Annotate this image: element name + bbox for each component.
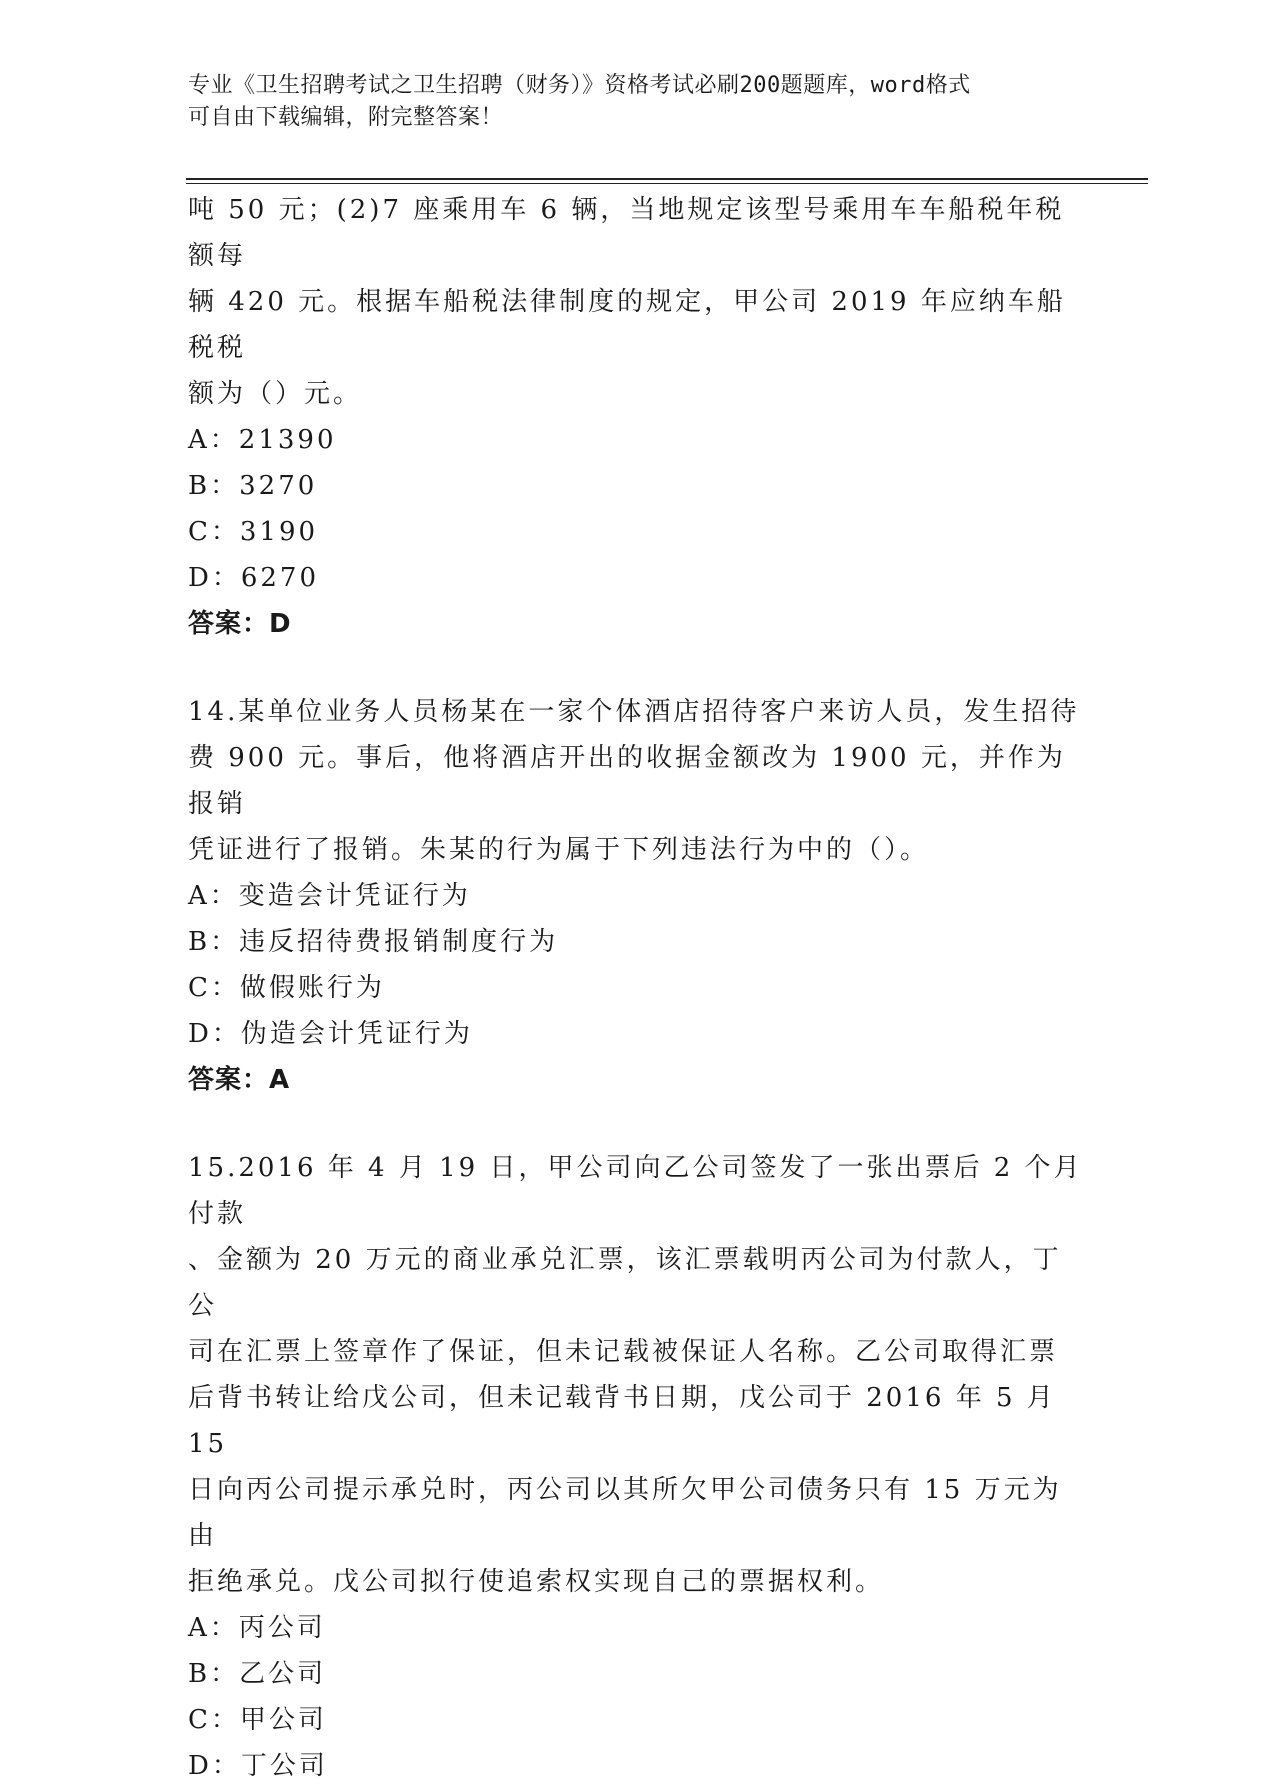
question-spacer (188, 647, 1088, 689)
document-body (188, 187, 1088, 1789)
option-a: A：丙公司 (188, 1613, 326, 1643)
option-a: A：变造会计凭证行为 (188, 881, 471, 911)
option-b: B：违反招待费报销制度行为 (188, 927, 559, 957)
option-c: C：3190 (188, 517, 319, 547)
option-d: D：伪造会计凭证行为 (188, 1019, 473, 1049)
header-title-line-2: 可自由下载编辑，附完整答案！ (188, 105, 504, 130)
option-b: B：乙公司 (188, 1659, 327, 1689)
header-divider (186, 178, 1148, 184)
question-spacer (188, 1103, 1088, 1145)
question-text-line: 14.某单位业务人员杨某在一家个体酒店招待客户来访人员，发生招待 (188, 697, 1080, 727)
question-text-line: 司在汇票上签章作了保证，但未记载被保证人名称。乙公司取得汇票 (188, 1337, 1059, 1367)
answer-label: 答案：D (188, 609, 292, 639)
question-text-line: 凭证进行了报销。朱某的行为属于下列违法行为中的（）。 (188, 835, 930, 865)
header-title-line-1: 专业《卫生招聘考试之卫生招聘（财务）》资格考试必刷200题题库，word格式 (188, 73, 971, 98)
question-text-line: 费 900 元。事后，他将酒店开出的收据金额改为 1900 元，并作为报销 (188, 743, 1066, 819)
question-text-line: 、金额为 20 万元的商业承兑汇票，该汇票载明丙公司为付款人，丁公 (188, 1245, 1062, 1321)
question-14 (188, 689, 1088, 1103)
option-c: C：甲公司 (188, 1705, 327, 1735)
option-d: D：丁公司 (188, 1751, 328, 1781)
question-text-line: 辆 420 元。根据车船税法律制度的规定，甲公司 2019 年应纳车船税税 (188, 287, 1066, 363)
option-b: B：3270 (188, 471, 318, 501)
option-a: A：21390 (188, 425, 337, 455)
question-text-line: 拒绝承兑。戊公司拟行使追索权实现自己的票据权利。 (188, 1567, 885, 1597)
question-15 (188, 1145, 1088, 1789)
option-d: D：6270 (188, 563, 320, 593)
question-13 (188, 187, 1088, 647)
question-text-line: 日向丙公司提示承兑时，丙公司以其所欠甲公司债务只有 15 万元为由 (188, 1475, 1062, 1551)
question-text-line: 额为（）元。 (188, 379, 363, 409)
answer-label: 答案：A (188, 1065, 291, 1095)
question-text-line: 吨 50 元；(2)7 座乘用车 6 辆，当地规定该型号乘用车车船税年税额每 (188, 195, 1065, 271)
question-text-line: 15.2016 年 4 月 19 日，甲公司向乙公司签发了一张出票后 2 个月付款 (188, 1153, 1083, 1229)
option-c: C：做假账行为 (188, 973, 385, 1003)
question-text-line: 后背书转让给戊公司，但未记载背书日期，戊公司于 2016 年 5 月 15 (188, 1383, 1056, 1459)
page-header (188, 70, 1088, 134)
